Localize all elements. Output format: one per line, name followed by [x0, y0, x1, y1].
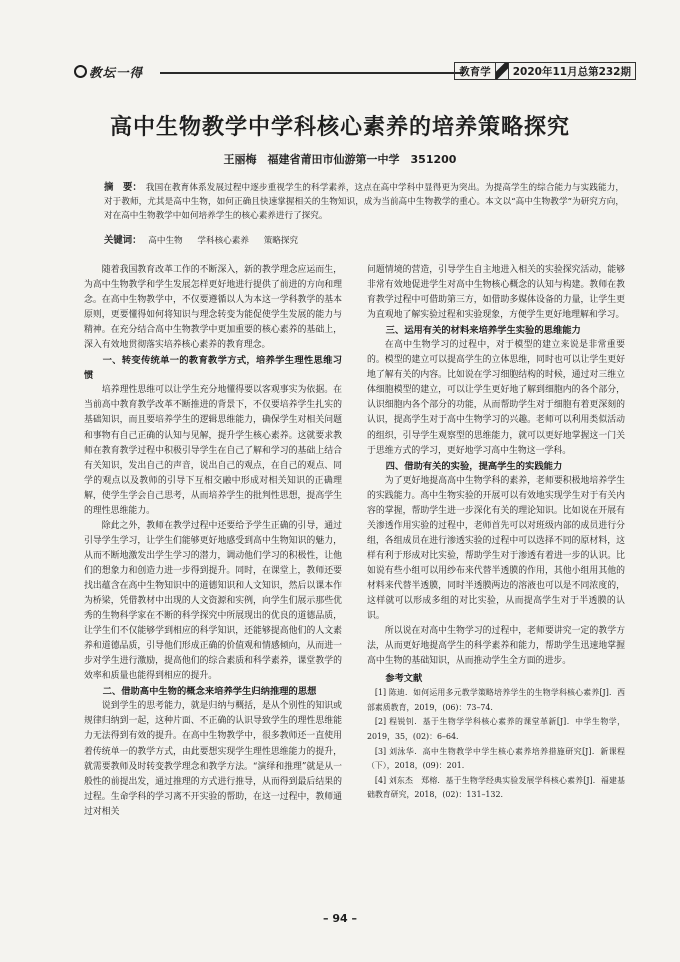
journal-badge	[454, 62, 636, 80]
reference-item	[367, 715, 625, 744]
body-paragraph: 为了更好地提高高中生物学科的素养，老师要积极地培养学生的实践能力。高中生物实验的开展可以有效地实现学生对于有关内容的掌握，帮助学生进一步深化有关的理论知识。比如说在开展有关渗透作用实验的过程中，老师首先可以对班级内部的成员进行分组，各组成员在进行渗透实验的过程中可以选择不同的原材料，这样有利于形成对比实验，帮助学生对于渗透有着进一步的认识。比如说有些小组可以用纱布来代替半透膜的作用，其他小组用其他的材料来代替半透膜，同时半透膜两边的溶液也可以是不同浓度的，这样就可以形成多组的对比实验，从而提高学生对于半透膜的认识。	[367, 475, 625, 622]
left-column	[84, 263, 342, 921]
section-heading: 一、转变传统单一的教育教学方式，培养学生理性思维习惯	[84, 355, 342, 382]
reference-text: 刘东杰 郑榕．基于生物学经典实验发展学科核心素养[J]．福建基础教育研究，2018，(02)：131–132.	[367, 775, 625, 800]
slash-icon	[495, 63, 509, 79]
column-name	[74, 63, 143, 81]
header-rule	[160, 72, 464, 74]
journal-name: 教育学	[459, 65, 491, 78]
page-number: – 94 –	[323, 912, 357, 925]
keyword: 高中生物	[148, 236, 183, 246]
body-paragraph: 在高中生物学习的过程中，对于模型的建立来说是非常重要的。模型的建立可以提高学生的立体思维，同时也可以让学生更好地了解有关的内容。比如说在学习细胞结构的时候，通过对三维立体细胞模型的建立，可以让学生更好地了解到细胞内的各个部分，认识细胞内各个部分的功能，从而帮助学生对于细胞有着更深刻的认识，提高学生对于高中生物学习的兴趣。老师可以利用类似活动的组织，引导学生观察型的思维能力，就可以更好地掌握这一门关于思维方式的学习，更好地学习高中生物这一学科。	[367, 340, 625, 456]
author-line: 王丽梅 福建省莆田市仙游第一中学 351200	[223, 153, 457, 166]
reference-item	[367, 745, 625, 774]
reference-text: 陈迪．如何运用多元教学策略培养学生的生物学科核心素养[J]．西部素质教育，2019，(06)：73–74.	[367, 688, 625, 712]
page-header	[74, 62, 636, 80]
reference-number: [1]	[374, 688, 387, 698]
reference-text: 刘泳华．高中生物教学中学生核心素养培养措施研究[J]．新课程（下），2018，(09)：201.	[367, 746, 625, 771]
reference-item	[367, 774, 625, 803]
reference-item	[367, 686, 625, 715]
keywords-label: 关键词：	[104, 235, 142, 246]
body-paragraph: 说到学生的思考能力，就是归纳与概括，是从个别性的知识或规律归纳到一起，这种片面、不正确的认识导致学生的理性思维能力无法得到有效的提升。在高中生物教学中，很多教师还一直使用着传统单一的教学方式，由此要想实现学生理性思维能力的提升，就需要教师及时转变教学理念和教学方法。“演绎和推理”就是从一般性的前提出发，通过推理的方式进行推导，从而得到最后结果的过程。生命学科的学习离不开实验的帮助，在这一过程中，教师通过对相关	[84, 701, 342, 817]
column-name-text: 教坛一得	[89, 65, 144, 80]
keywords	[104, 232, 624, 246]
body-paragraph: 所以说在对高中生物学习的过程中，老师要讲究一定的教学方法，从而更好地提高学生的科学素养和能力，帮助学生迅速地掌握高中生物的基础知识，从而推动学生全方面的进步。	[367, 626, 625, 667]
body-paragraph: 随着我国教育改革工作的不断深入，新的教学理念应运而生，为高中生物教学和学生发展怎样更好地进行提供了前进的方向和理念。在高中生物教学中，不仅要遵循以人为本这一学科教学的基本原则，更要懂得如何将知识与理念转变为能促使学生发展的能力与精神。在充分结合高中生物教学中更加重要的核心素养的基础上，深入有效地贯彻落实培养核心素养的教育理念。	[84, 265, 342, 351]
reference-number: [2]	[374, 717, 387, 727]
right-column	[367, 263, 625, 921]
reference-text: 程锐钊．基于生物学学科核心素养的课堂革新[J]．中学生物学，2019，35，(02)：6–64.	[367, 717, 625, 742]
references-title: 参考文献	[385, 673, 423, 685]
abstract-text: 我国在教育体系发展过程中逐步重视学生的科学素养，这点在高中学科中显得更为突出。为提高学生的综合能力与实践能力，对于教师，尤其是高中生物，如何正确且快速掌握相关的生物知识，成为当前高中生物教学的重心。本文以“高中生物教学”为研究方向，对在高中生物教学中如何培养学生的核心素养进行了探究。	[104, 183, 624, 222]
body-paragraph: 问题情境的营造，引导学生自主地进入相关的实验探究活动，能够非常有效地促进学生对高中生物核心概念的认知与构建。教师在教育教学过程中可借助第三方，如借助多媒体设备的力量，让学生更为直观地了解实验过程和实验现象，方便学生更好地理解和学习。	[367, 265, 625, 321]
article-title: 高中生物教学中学科核心素养的培养策略探究	[109, 114, 570, 140]
reference-number: [3]	[374, 746, 387, 756]
keyword: 学科核心素养	[197, 236, 249, 246]
section-heading: 二、借助高中生物的概念来培养学生归纳推理的思想	[102, 686, 317, 698]
journal-issue: 2020年11月总第232期	[512, 65, 631, 78]
body-paragraph: 培养理性思维可以让学生充分地懂得要以客观事实为依据。在当前高中教育教学改革不断推进的背景下，不仅要培养学生扎实的基础知识，而且要培养学生的逻辑思维能力，确保学生对相关问题和事物有自己正确的认知与见解，提升学生核心素养。这就要求教师在教育教学过程中积极引导学生在自己了解和学习的基础上结合有关知识，发出自己的声音，说出自己的观点，在自己的观点、同学的观点以及教师的引导下互相交融中形成对相关知识的正确理解，使学生学会自己思考，从而培养学生的批判性思想，提高学生的理性思维能力。	[84, 385, 342, 516]
section-heading: 四、借助有关的实验，提高学生的实践能力	[385, 460, 563, 472]
abstract	[104, 181, 624, 224]
section-heading: 三、运用有关的材料来培养学生实验的思维能力	[385, 325, 581, 337]
reference-number: [4]	[374, 775, 387, 785]
abstract-label: 摘 要：	[104, 182, 142, 193]
ring-icon	[74, 65, 87, 78]
keyword: 策略探究	[263, 236, 299, 246]
body-paragraph: 除此之外，教师在教学过程中还要给予学生正确的引导，通过引导学生学习，让学生们能够更好地感受到高中生物知识的魅力，从而不断地激发出学生学习的潜力，调动他们学习的积极性，让他们的想象力和创造力进一步得到提升。同时，在课堂上，教师还要找出蕴含在高中生物知识中的道德知识和人文知识，然后以课本作为桥梁，凭借教材中出现的人文资源和实例，向学生们展示那些优秀的生物科学家在不断的科学探究中所展现出的优良的道德品质，让学生们不仅能够学到相应的科学知识，还能够提高他们的人文素养和道德品质，引导他们形成正确的价值观和情感倾向，从而进一步对学生进行激励，提高他们的综合素质和科学素养，课堂教学的效率和质量也能得到相应的提升。	[84, 520, 342, 682]
